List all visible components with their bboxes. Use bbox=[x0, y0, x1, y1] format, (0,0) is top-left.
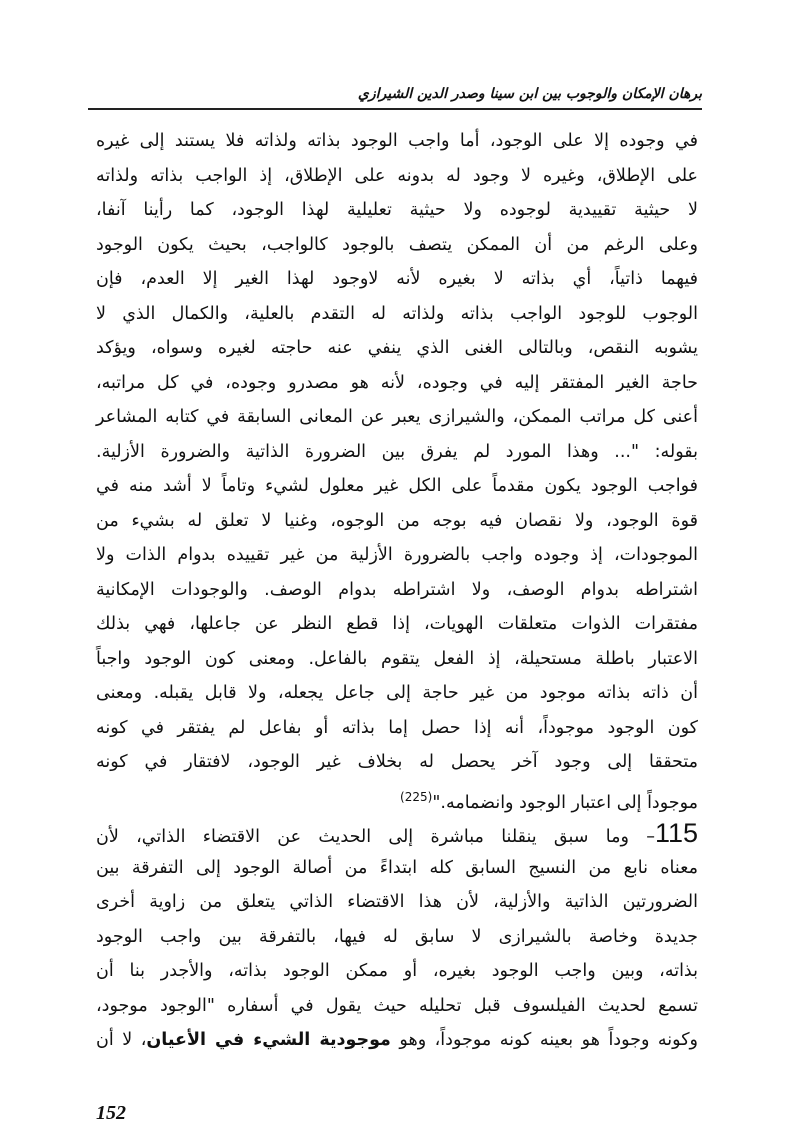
text-line: فواجب الوجود يكون مقدماً على الكل غير معلول لشيء وتاماً لا أشد منه في bbox=[96, 476, 698, 496]
text-line: الضرورتين الذاتية والأزلية، لأن هذا الاقتضاء الذاتي يتعلق من زاوية أخرى bbox=[96, 892, 698, 912]
text-line: كون الوجود موجوداً، أنه إذا حصل إما بذاته أو بفاعل لم يفتقر في كونه bbox=[96, 717, 698, 738]
text-line: الاعتبار باطلة مستحيلة، إذ الفعل يتقوم بالفاعل. ومعنى كون الوجود واجباً bbox=[96, 648, 698, 669]
text-line-first bbox=[96, 816, 698, 851]
text-line: تسمع لحديث الفيلسوف قبل تحليله حيث يقول في أسفاره "الوجود موجود، bbox=[96, 995, 698, 1016]
text-line-last bbox=[96, 780, 698, 815]
paragraph-1 bbox=[96, 124, 698, 814]
text-line: جديدة وخاصة بالشيرازى لا سابق له فيها، بالتفرقة بين واجب الوجود bbox=[96, 926, 698, 947]
page-number: 152 bbox=[96, 1102, 126, 1124]
text-line-last bbox=[96, 1023, 698, 1058]
text-line: مفتقرات الذوات متعلقات الهويات، إذا قطع النظر عن جاعلها، فهي بذلك bbox=[96, 614, 698, 634]
running-header bbox=[88, 86, 702, 110]
text-line: قوة الوجود، ولا نقصان فيه بوجه من الوجوه، وغنيا لا تعلق له بشيء من bbox=[96, 510, 698, 531]
paragraph-2 bbox=[96, 816, 698, 1058]
text-line-content: – وما سبق ينقلنا مباشرة إلى الحديث عن الاقتضاء الذاتي، لأن bbox=[96, 827, 655, 847]
text-line-content: ، لا أن bbox=[96, 1030, 147, 1050]
text-line-content: موجوداً إلى اعتبار الوجود وانضمامه." bbox=[432, 792, 698, 813]
running-header-title: برهان الإمكان والوجوب بين ابن سينا وصدر الدين الشيرازي bbox=[357, 86, 702, 102]
text-line: فيهما ذاتياً، أي بذاته لا بغيره لأنه لاوجود لهذا الغير إلا العدم، فإن bbox=[96, 269, 698, 289]
text-line: الموجودات، إذ وجوده واجب بالضرورة الأزلية من غير تقييده بدوام الذات ولا bbox=[96, 545, 698, 565]
text-line: في وجوده إلا على الوجود، أما واجب الوجود بذاته ولذاته فلا يستند إلى غيره bbox=[96, 131, 698, 151]
text-line: اشتراطه بدوام الوصف، ولا اشتراطه بدوام الوصف. والوجودات الإمكانية bbox=[96, 579, 698, 600]
text-line: أن ذاته بذاته موجود من غير حاجة إلى جاعل يجعله، ولا قابل يقبله. ومعنى bbox=[96, 683, 698, 703]
text-line: يشوبه النقص، وبالتالى الغنى الذي ينفي عنه حاجته لغيره وسواه، ويؤكد bbox=[96, 338, 698, 358]
footnote-reference: (225) bbox=[400, 789, 433, 804]
text-line: على الإطلاق، وغيره لا وجود له بدونه على الإطلاق، إذ الواجب بذاته ولذاته bbox=[96, 165, 698, 186]
text-line: حاجة الغير المفتقر إليه في وجوده، لأنه هو مصدرو وجوده، في كل مراتبه، bbox=[96, 372, 698, 393]
text-line: الوجوب للوجود الواجب بذاته ولذاته له التقدم بالعلية، والكمال الذي لا bbox=[96, 303, 698, 324]
text-line-content: وكونه وجوداً هو بعينه كونه موجوداً، وهو bbox=[390, 1030, 698, 1050]
text-line: معناه نابع من النسيج السابق كله ابتداءً من أصالة الوجود إلى التفرقة بين bbox=[96, 857, 698, 878]
paragraph-number: 115 bbox=[654, 818, 698, 848]
text-line: أعنى كل مراتب الممكن، والشيرازى يعبر عن المعانى السابقة في كتابه المشاعر bbox=[96, 407, 698, 427]
text-line: متحققا إلى وجود آخر يحصل له بخلاف غير الوجود، لافتقار في كونه bbox=[96, 752, 698, 772]
text-line: بقوله: "... وهذا المورد لم يفرق بين الضرورة الذاتية والضرورة الأزلية. bbox=[96, 441, 698, 462]
bold-phrase: موجودية الشيء في الأعيان bbox=[146, 1030, 391, 1050]
text-line: وعلى الرغم من أن الممكن يتصف بالوجود كالواجب، بحيث يكون الوجود bbox=[96, 234, 698, 255]
text-line: بذاته، وبين واجب الوجود بغيره، أو ممكن الوجود بذاته، والأجدر بنا أن bbox=[96, 961, 698, 981]
text-line: لا حيثية تقييدية لوجوده ولا حيثية تعليلية لهذا الوجود، كما رأينا آنفا، bbox=[96, 200, 698, 220]
